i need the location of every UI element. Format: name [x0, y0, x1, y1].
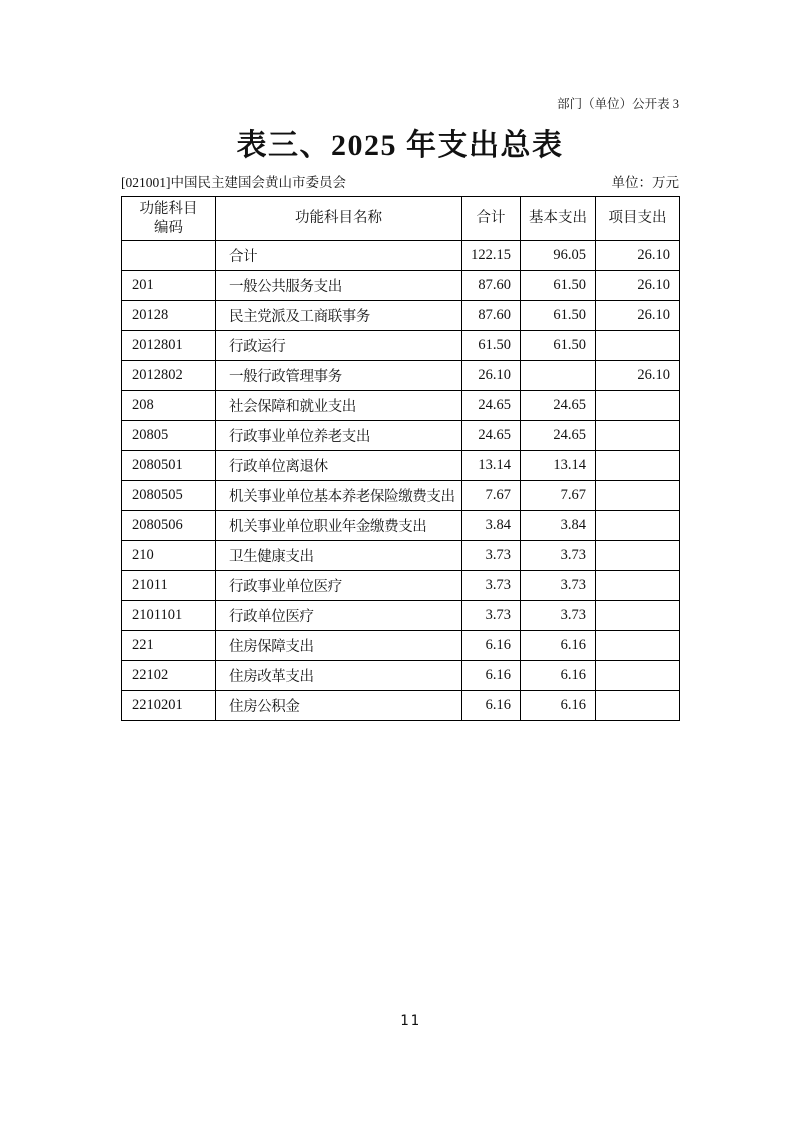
table-row — [122, 271, 680, 301]
table-cell-basic: 24.65 — [521, 421, 596, 451]
table-body — [122, 241, 680, 721]
table-cell-basic: 61.50 — [521, 331, 596, 361]
column-header-total: 合计 — [462, 197, 521, 241]
table-cell-total: 87.60 — [462, 301, 521, 331]
table-row — [122, 361, 680, 391]
header-note: 部门（单位）公开表 3 — [557, 97, 679, 111]
table-row — [122, 691, 680, 721]
table-cell-basic: 6.16 — [521, 691, 596, 721]
table-row — [122, 661, 680, 691]
table-meta-row — [121, 174, 679, 191]
table-cell-basic: 24.65 — [521, 391, 596, 421]
table-row — [122, 331, 680, 361]
table-cell-total: 24.65 — [462, 391, 521, 421]
table-cell-total: 13.14 — [462, 451, 521, 481]
table-cell-total: 26.10 — [462, 361, 521, 391]
table-cell-project — [596, 451, 680, 481]
table-cell-basic — [521, 361, 596, 391]
table-cell-total: 3.73 — [462, 541, 521, 571]
table-cell-code: 2080505 — [122, 481, 216, 511]
table-cell-project — [596, 571, 680, 601]
table-cell-name: 行政事业单位医疗 — [216, 571, 462, 601]
table-cell-name: 行政单位医疗 — [216, 601, 462, 631]
table-cell-basic: 3.73 — [521, 601, 596, 631]
table-row — [122, 571, 680, 601]
table-row — [122, 631, 680, 661]
table-cell-project: 26.10 — [596, 301, 680, 331]
table-cell-code: 2080501 — [122, 451, 216, 481]
table-cell-name: 行政运行 — [216, 331, 462, 361]
table-header — [122, 197, 680, 241]
table-cell-code: 20128 — [122, 301, 216, 331]
table-cell-basic: 3.73 — [521, 571, 596, 601]
table-cell-basic: 3.84 — [521, 511, 596, 541]
table-cell-total: 6.16 — [462, 631, 521, 661]
column-header-code-line1: 功能科目 — [139, 200, 198, 217]
table-cell-basic: 6.16 — [521, 661, 596, 691]
table-cell-project — [596, 481, 680, 511]
table-cell-basic: 3.73 — [521, 541, 596, 571]
table-row — [122, 601, 680, 631]
column-header-code — [122, 197, 216, 241]
table-cell-code: 201 — [122, 271, 216, 301]
page-title: 表三、2025 年支出总表 — [236, 129, 564, 162]
table-cell-project: 26.10 — [596, 241, 680, 271]
table-row — [122, 541, 680, 571]
page-number: 11 — [400, 1013, 421, 1029]
table-cell-name: 行政单位离退休 — [216, 451, 462, 481]
table-cell-name: 卫生健康支出 — [216, 541, 462, 571]
table-cell-code: 2101101 — [122, 601, 216, 631]
table-cell-code: 21011 — [122, 571, 216, 601]
table-row — [122, 451, 680, 481]
table-cell-project — [596, 691, 680, 721]
table-row — [122, 511, 680, 541]
table-cell-code: 2210201 — [122, 691, 216, 721]
table-cell-project — [596, 391, 680, 421]
table-cell-project — [596, 601, 680, 631]
table-cell-total: 3.84 — [462, 511, 521, 541]
table-cell-total: 87.60 — [462, 271, 521, 301]
table-cell-project — [596, 421, 680, 451]
column-header-code-line2: 编码 — [154, 219, 183, 236]
table-cell-total: 61.50 — [462, 331, 521, 361]
table-cell-name: 住房保障支出 — [216, 631, 462, 661]
unit-label: 单位：万元 — [611, 175, 679, 190]
table-cell-project: 26.10 — [596, 271, 680, 301]
table-cell-project — [596, 541, 680, 571]
table-cell-project: 26.10 — [596, 361, 680, 391]
table-cell-basic: 61.50 — [521, 301, 596, 331]
table-cell-code: 210 — [122, 541, 216, 571]
table-cell-project — [596, 631, 680, 661]
table-cell-total: 6.16 — [462, 661, 521, 691]
table-cell-code: 2080506 — [122, 511, 216, 541]
table-cell-name: 民主党派及工商联事务 — [216, 301, 462, 331]
table-cell-code: 22102 — [122, 661, 216, 691]
table-cell-total: 3.73 — [462, 571, 521, 601]
table-cell-basic: 13.14 — [521, 451, 596, 481]
table-row — [122, 421, 680, 451]
column-header-project: 项目支出 — [596, 197, 680, 241]
table-cell-total: 7.67 — [462, 481, 521, 511]
table-cell-name: 机关事业单位职业年金缴费支出 — [216, 511, 462, 541]
table-cell-basic: 96.05 — [521, 241, 596, 271]
table-cell-name: 住房改革支出 — [216, 661, 462, 691]
table-cell-code: 20805 — [122, 421, 216, 451]
table-row — [122, 391, 680, 421]
table-cell-total: 6.16 — [462, 691, 521, 721]
table-cell-project — [596, 661, 680, 691]
table-cell-name: 行政事业单位养老支出 — [216, 421, 462, 451]
table-cell-name: 住房公积金 — [216, 691, 462, 721]
table-cell-code: 2012801 — [122, 331, 216, 361]
table-cell-name: 一般行政管理事务 — [216, 361, 462, 391]
column-header-name: 功能科目名称 — [216, 197, 462, 241]
table-cell-basic: 7.67 — [521, 481, 596, 511]
table-row — [122, 301, 680, 331]
table-row — [122, 481, 680, 511]
table-cell-name: 机关事业单位基本养老保险缴费支出 — [216, 481, 462, 511]
table-row — [122, 241, 680, 271]
table-cell-name: 一般公共服务支出 — [216, 271, 462, 301]
table-header-row — [122, 197, 680, 241]
table-cell-name: 合计 — [216, 241, 462, 271]
table-cell-code: 208 — [122, 391, 216, 421]
table-cell-basic: 6.16 — [521, 631, 596, 661]
table-cell-project — [596, 331, 680, 361]
expenditure-table — [121, 196, 680, 721]
table-cell-name: 社会保障和就业支出 — [216, 391, 462, 421]
org-code-label: [021001]中国民主建国会黄山市委员会 — [121, 175, 346, 190]
table-cell-total: 24.65 — [462, 421, 521, 451]
table-cell-code: 2012802 — [122, 361, 216, 391]
table-cell-code — [122, 241, 216, 271]
table-cell-total: 3.73 — [462, 601, 521, 631]
table-cell-code: 221 — [122, 631, 216, 661]
column-header-basic: 基本支出 — [521, 197, 596, 241]
table-cell-project — [596, 511, 680, 541]
table-cell-basic: 61.50 — [521, 271, 596, 301]
table-cell-total: 122.15 — [462, 241, 521, 271]
